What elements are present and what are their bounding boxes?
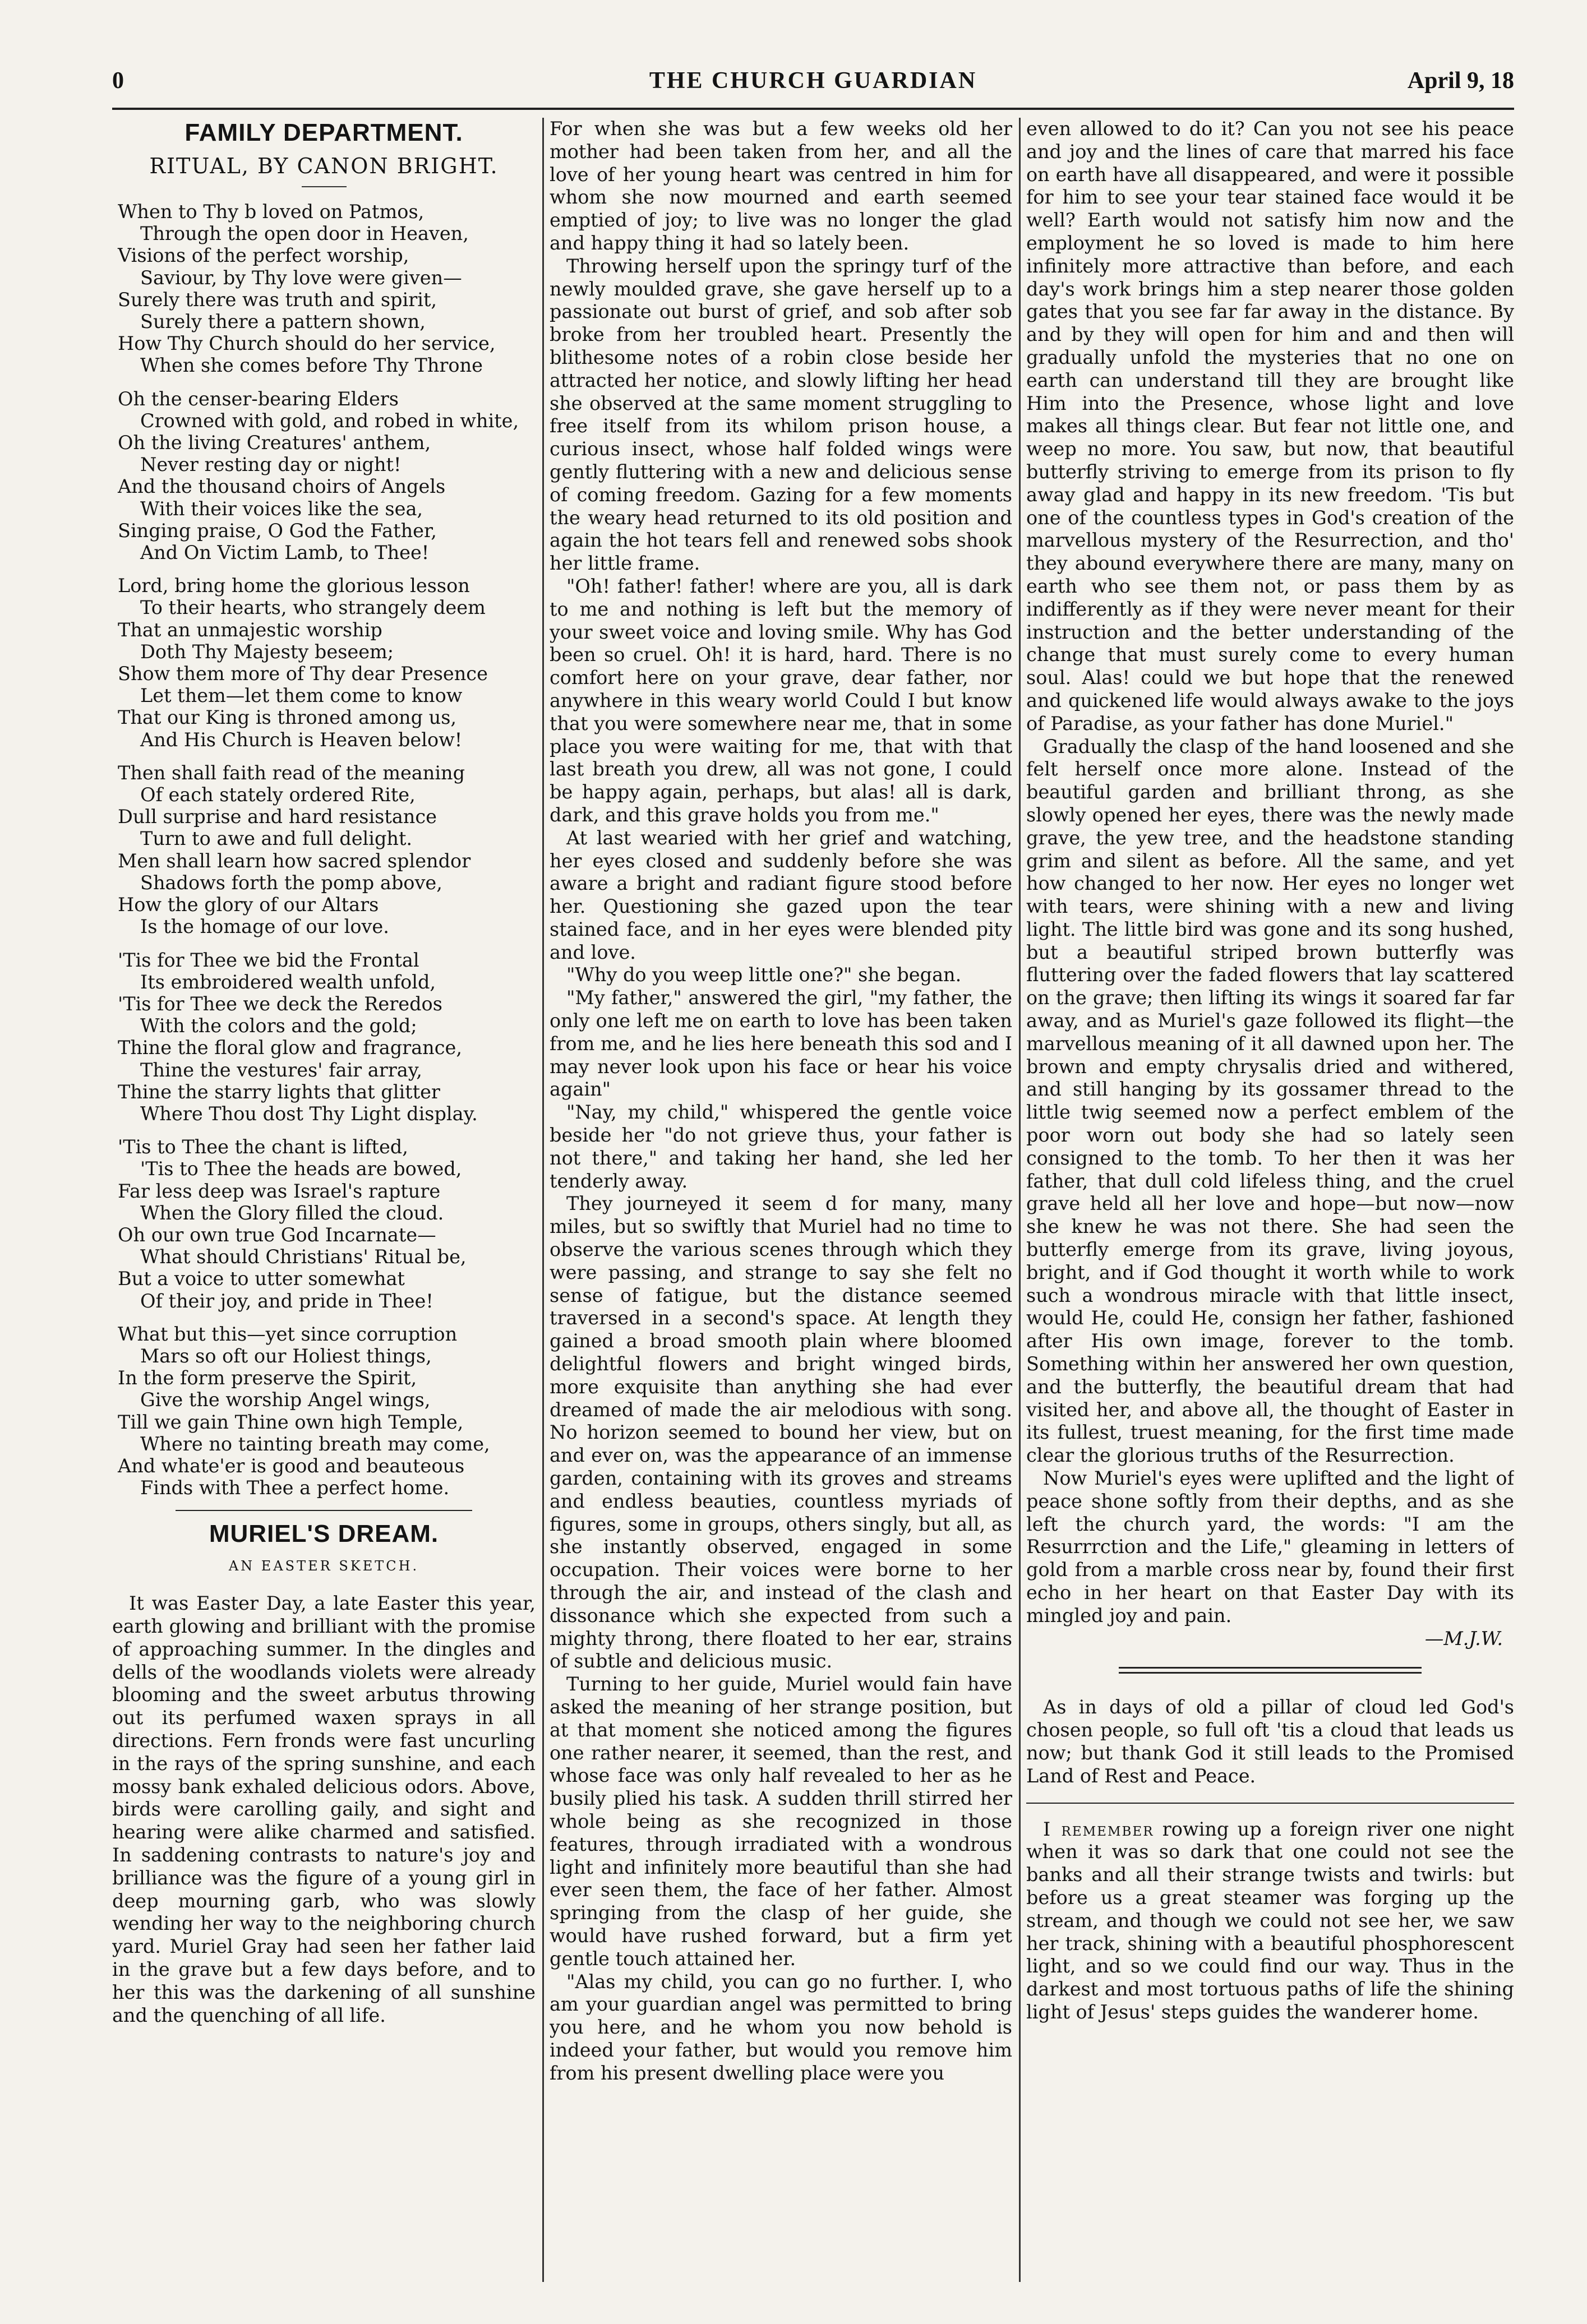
poem-line: And the thousand choirs of Angels xyxy=(118,475,446,498)
column-divider xyxy=(542,118,544,2282)
poem-line: Dull surprise and hard resistance xyxy=(118,806,437,828)
poem-stanza xyxy=(118,949,536,1125)
header-rule xyxy=(112,108,1514,110)
poem-line: But a voice to utter somewhat xyxy=(118,1268,405,1290)
story-paragraph: It was Easter Day, a late Easter this year, earth glowing and brilliant with the promise of approaching summer. In the dingles and dells of the woodlands violets were already blooming and the sweet arbutus throwing out its perfumed waxen sprays in all directions. Fern fronds were fast uncurling in the rays of the spring sunshine, and each mossy bank exhaled delicious odors. Above, birds were carolling gaily, and sight and hearing were alike charmed and satisfied. In saddening contrasts to nature's joy and brilliance was the figure of a young girl in deep mourning garb, who was slowly wending her way to the neighboring church yard. Muriel Gray had seen her father laid in the grave but a few days before, and to her this was the darkening of all sunshine and the quenching of all life. xyxy=(112,1592,536,2026)
poem-line: Far less deep was Israel's rapture xyxy=(118,1180,441,1202)
column-3 xyxy=(1026,118,1514,2282)
poem-line: Oh the censer-bearing Elders xyxy=(118,387,399,410)
story-paragraph: "Alas my child, you can go no further. I, who am your guardian angel was permitted to bring you here, and he whom you now behold is indeed your father, but would you remove him from his present dwelling place were you xyxy=(550,1970,1012,2084)
poem-line: Thine the floral glow and fragrance, xyxy=(118,1037,462,1059)
poem-line: That our King is throned among us, xyxy=(118,706,457,729)
poem-line: 'Tis for Thee we bid the Frontal xyxy=(118,949,419,971)
poem-line: Never resting day or night! xyxy=(140,454,402,476)
story-paragraph: Turning to her guide, Muriel would fain have asked the meaning of her strange position, but at that moment she noticed among the figures one rather nearer, it seemed, than the rest, and whose face was only half revealed to her as he busily plied his task. A sudden thrill stirred her whole being as she recognized in those features, through irradiated with a wondrous light and infinitely more beautiful than she had ever seen them, the face of her father. Almost springing from the clasp of her guide, she would have rushed forward, but a firm yet gentle touch attained her. xyxy=(550,1673,1012,1970)
poem-line: What but this—yet since corruption xyxy=(118,1323,458,1345)
poem-stanza xyxy=(118,201,536,377)
story-paragraph: For when she was but a few weeks old her mother had been taken from her, and all the love of her young heart was centred in him for whom she now mourned and earth seemed emptied of joy; to live was no longer the glad and happy thing it had so lately been. xyxy=(550,118,1012,254)
poem-line: Lord, bring home the glorious lesson xyxy=(118,575,470,597)
separator-rule xyxy=(1026,1803,1514,1804)
issue-date: April 9, 18 xyxy=(1407,68,1514,94)
note-paragraph: As in days of old a pillar of cloud led God's chosen people, so full oft 'tis a cloud that leads us now; but thank God it still leads to the Promised Land of Rest and Peace. xyxy=(1026,1696,1514,1787)
poem-line: Thine the starry lights that glitter xyxy=(118,1080,440,1103)
page-header xyxy=(112,67,1514,107)
poem-line: Give the worship Angel wings, xyxy=(140,1389,431,1411)
poem-line: Shadows forth the pomp above, xyxy=(140,871,442,894)
poem-line: 'Tis to Thee the heads are bowed, xyxy=(140,1158,462,1180)
final-text: rowing up a foreign river one night when it was so dark that one could not see the banks and all their strange twists and twirls: but before us a great steamer was forging up the stream, and though we could not see her, we saw her track, shining with a beautiful phosphorescent light, and so we could find our way. Thus in the darkest and most tortuous paths of life the shining light of Jesus' steps guides the wanderer home. xyxy=(1026,1818,1514,2023)
paper-title: THE CHURCH GUARDIAN xyxy=(649,68,977,94)
poem-line: That an unmajestic worship xyxy=(118,618,382,641)
column-divider xyxy=(1019,118,1021,2282)
poem-line: What should Christians' Ritual be, xyxy=(140,1246,467,1268)
poem-line: Doth Thy Majesty beseem; xyxy=(140,640,394,663)
poem-line: Oh the living Creatures' anthem, xyxy=(118,432,431,454)
poem-line: Crowned with gold, and robed in white, xyxy=(140,409,519,432)
story-paragraph: "Oh! father! father! where are you, all is dark to me and nothing is left but the memory of your sweet voice and loving smile. Why has God been so cruel. Oh! it is hard, hard. There is no comfort here on your grave, dear father, nor anywhere in this weary world Could I but know that you were somewhere near me, that in some place you were waiting for me, that with that last breath you drew, all was not gone, I could be happy again, perhaps, but alas! all is dark, dark, and this grave holds you from me." xyxy=(550,575,1012,826)
poem-line: And On Victim Lamb, to Thee! xyxy=(140,542,430,564)
story-paragraph: Now Muriel's eyes were uplifted and the light of peace shone softly from their depths, and as she left the church yard, the words: "I am the Resurrrction and the Life," gleaming in letters of gold from a marble cross near by, found their first echo in her heart on that Easter Day with its mingled joy and pain. xyxy=(1026,1467,1514,1627)
page-number: 0 xyxy=(112,68,124,94)
story-paragraph: even allowed to do it? Can you not see his peace and joy and the lines of care that marred his face on earth have all disappeared, and were it possible for him to see your tear stained face would it be well? Earth would not satisfy him now and the employment he so loved is made to him here infinitely more attractive than before, and each day's work brings him a step nearer those golden gates that you see far far away in the distance. By and by they will open for him and and then will gradually unfold the mysteries that no one on earth can understand till they are brought like Him into the Presence, whose light and love makes all things clear. But fear not little one, and weep no more. You saw, but now, that beautiful butterfly striving to emerge from its prison to fly away glad and happy in its new freedom. 'Tis but one of the countless types in God's creation of the marvellous mystery of the Resurrection, and tho' they abound everywhere there are many, many on earth who see them not, or pass them by as indifferently as if they were never meant for their instruction and the better understanding of the change that must surely come to every human soul. Alas! could we but hope that the renewed and quickened life would always awake to the joys of Paradise, as your father has done Muriel." xyxy=(1026,118,1514,734)
poem-line: Singing praise, O God the Father, xyxy=(118,519,437,542)
lead-in: I remember xyxy=(1043,1818,1154,1840)
poem-line: Thine the vestures' fair array, xyxy=(140,1059,422,1081)
poem-line: Surely there a pattern shown, xyxy=(140,311,426,333)
poem-line: When to Thy b loved on Patmos, xyxy=(118,201,425,223)
poem-stanza xyxy=(118,762,536,938)
story-paragraph: They journeyed it seem d for many, many miles, but so swiftly that Muriel had no time to observe the various scenes through which they were passing, and strange to say she felt no sense of fatigue, but the distance seemed traversed in a second's space. At length they gained a broad smooth plain where bloomed delightful flowers and bright winged birds, more exquisite than anything she had ever dreamed of made the air melodious with song. No horizon seemed to bound her view, but on and ever on, was the appearance of an immense garden, containing with its groves and streams and endless beauties, countless myriads of figures, some in groups, others singly, but all, as she instantly observed, engaged in some occupation. Their voices were borne to her through the air, and instead of the clash and dissonance which she expected from such a mighty throng, there floated to her ear, strains of subtle and delicious music. xyxy=(550,1193,1012,1672)
poem-line: Till we gain Thine own high Temple, xyxy=(118,1411,464,1433)
poem-line: Men shall learn how sacred splendor xyxy=(118,849,471,872)
story-paragraph: Gradually the clasp of the hand loosened and she felt herself once more alone. Instead of the beautiful garden and brilliant throng, as she slowly opened her eyes, there was the newly made grave, the yew tree, and the headstone standing grim and silent as before. All the same, and yet how changed to her now. Her eyes no longer wet with tears, were shining with a new and living light. The little bird was gone and its song hushed, but a beautiful striped brown butterfly was fluttering over the faded flowers that lay scattered on the grave; then lifting its wings it soared far far away, and as Muriel's gaze followed its flight—the marvellous meaning of it all dawned upon her. The brown and empty chrysalis dried and withered, and still hanging by its gossamer thread to the little twig seemed now a perfect emblem of the poor worn out body she had so lately seen consigned to the tomb. To her then it was her father, that dull cold lifeless thing, and the cruel grave held all her love and hope—but now—now she knew he was not there. She had seen the butterfly emerge from its grave, living joyous, bright, and if God thought it worth while to work such a wondrous miracle with that little insect, would He, could He, consign her father, fashioned after His own image, forever to the tomb. Something within her answered her own question, and the butterfly, the beautiful dream that had visited her, and above all, the thought of Easter in its fullest, truest meaning, for the first time made clear the glorious truths of the Resurrection. xyxy=(1026,735,1514,1467)
poem-line: How the glory of our Altars xyxy=(118,894,379,916)
poem-line: 'Tis for Thee we deck the Reredos xyxy=(118,992,442,1015)
poem-line: Saviour, by Thy love were given— xyxy=(140,266,462,289)
poem-line: And whate'er is good and beauteous xyxy=(118,1454,465,1477)
poem-line: Of each stately ordered Rite, xyxy=(140,784,416,806)
poem-line: When the Glory filled the cloud. xyxy=(140,1202,444,1224)
double-rule xyxy=(1119,1667,1421,1674)
poem xyxy=(112,201,536,1499)
title-dash xyxy=(302,186,347,187)
poem-line: To their hearts, who strangely deem xyxy=(140,597,486,619)
poem-line: How Thy Church should do her service, xyxy=(118,332,496,355)
poem-line: When she comes before Thy Throne xyxy=(140,354,483,377)
poem-line: And His Church is Heaven below! xyxy=(140,728,463,751)
story-subtitle: AN EASTER SKETCH. xyxy=(228,1558,419,1574)
poem-line: Turn to awe and full delight. xyxy=(140,828,413,850)
author-signature: —M.J.W. xyxy=(1424,1627,1503,1650)
poem-line: With their voices like the sea, xyxy=(140,497,423,520)
poem-line: Of their joy, and pride in Thee! xyxy=(140,1290,433,1312)
column-2 xyxy=(550,118,1012,2282)
section-title: FAMILY DEPARTMENT. xyxy=(184,119,463,146)
poem-line: Let them—let them come to know xyxy=(140,685,463,707)
poem-stanza xyxy=(118,388,536,564)
poem-line: Where no tainting breath may come, xyxy=(140,1433,490,1455)
poem-line: Finds with Thee a perfect home. xyxy=(140,1477,450,1499)
final-paragraph xyxy=(1026,1818,1514,2024)
poem-line: Then shall faith read of the meaning xyxy=(118,761,465,784)
poem-line: Visions of the perfect worship, xyxy=(118,244,409,267)
poem-line: 'Tis to Thee the chant is lifted, xyxy=(118,1136,408,1158)
column-1 xyxy=(112,118,536,2282)
poem-stanza xyxy=(118,1323,536,1499)
poem-line: Where Thou dost Thy Light display. xyxy=(140,1102,478,1125)
poem-line: Its embroidered wealth unfold, xyxy=(140,971,436,993)
poem-line: Mars so oft our Holiest things, xyxy=(140,1344,432,1367)
story-paragraph: "My father," answered the girl, "my father, the only one left me on earth to love has been taken from me, and he lies here beneath this sod and I may never look upon his face or hear his voice again" xyxy=(550,987,1012,1101)
section-rule xyxy=(176,1510,472,1511)
story-paragraph: At last wearied with her grief and watching, her eyes closed and suddenly before she was aware a bright and radiant figure stood before her. Questioning she gazed upon the tear stained face, and in her eyes were blended pity and love. xyxy=(550,826,1012,963)
poem-line: With the colors and the gold; xyxy=(140,1015,417,1037)
poem-line: Oh our own true God Incarnate— xyxy=(118,1223,436,1246)
poem-title: RITUAL, BY CANON BRIGHT. xyxy=(149,154,499,178)
poem-line: Show them more of Thy dear Presence xyxy=(118,663,488,685)
poem-line: In the form preserve the Spirit, xyxy=(118,1367,417,1389)
story-paragraph: "Nay, my child," whispered the gentle voice beside her "do not grieve thus, your father is not there," and taking her hand, she led her tenderly away. xyxy=(550,1101,1012,1192)
poem-line: Through the open door in Heaven, xyxy=(140,223,469,245)
poem-stanza xyxy=(118,575,536,751)
story-paragraph: Throwing herself upon the springy turf of the newly moulded grave, she gave herself up to a passionate out burst of grief, and sob after sob broke from her troubled heart. Presently the blithesome notes of a robin close beside her attracted her notice, and slowly lifting her head she observed at the same moment struggling to free itself from its whilom prison house, a curious insect, whose half folded wings were gently fluttering with a new and delicious sense of coming freedom. Gazing for a few moments the weary head returned to its old position and again the hot tears fell and renewed sobs shook her little frame. xyxy=(550,255,1012,575)
poem-stanza xyxy=(118,1136,536,1312)
poem-line: Is the homage of our love. xyxy=(140,916,389,938)
story-paragraph: "Why do you weep little one?" she began. xyxy=(566,964,962,986)
poem-line: Surely there was truth and spirit, xyxy=(118,288,437,311)
story-title: MURIEL'S DREAM. xyxy=(209,1520,439,1548)
